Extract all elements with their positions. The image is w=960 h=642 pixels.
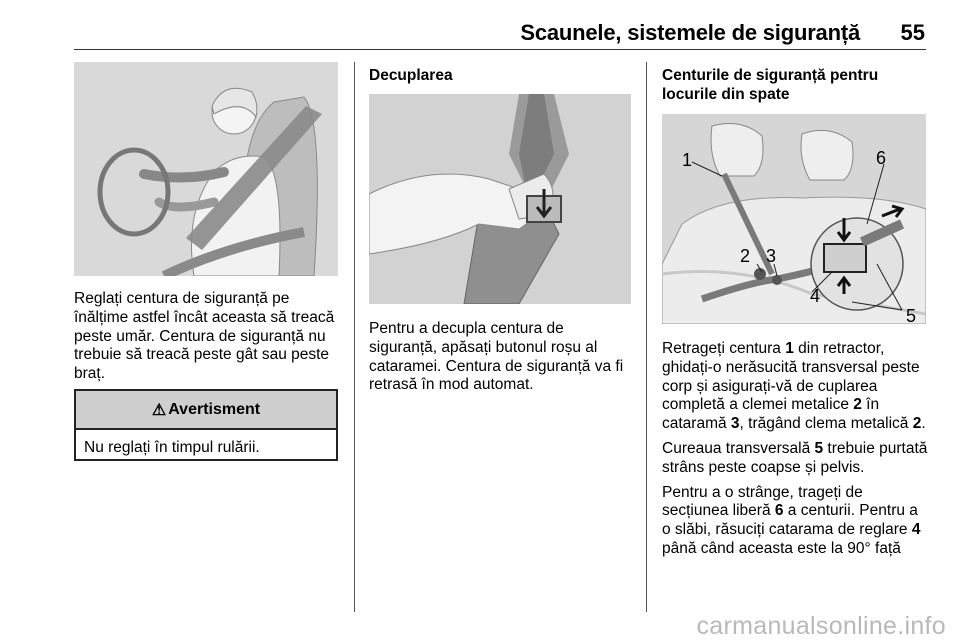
rear-belts-paragraph-2 xyxy=(662,440,928,478)
figure-belt-height-adjust xyxy=(74,62,338,276)
rear-belts-text xyxy=(662,340,928,565)
watermark: carmanualsonline.info xyxy=(696,612,946,640)
rear-belts-paragraph-1 xyxy=(662,340,928,434)
header-divider xyxy=(74,49,926,50)
decuplare-paragraph: Pentru a decupla centura de siguranță, apăsați butonul roșu al cataramei. Centura de siguranță va fi retrasă în mod automat. xyxy=(369,320,624,394)
belt-height-paragraph: Reglați centura de siguranță pe înălțime astfel încât aceasta să treacă peste umăr. Centura de siguranță nu trebuie să treacă peste gât sau peste braț. xyxy=(74,290,335,383)
ref-number: 4 xyxy=(911,521,921,539)
figure-label-2: 2 xyxy=(740,246,751,266)
page-number: 55 xyxy=(900,20,925,45)
warning-text: Nu reglați în timpul rulării. xyxy=(84,439,260,456)
warning-header xyxy=(76,391,336,430)
text-run: , trăgând clema metalică xyxy=(739,415,913,433)
section-heading-decuplarea: Decuplarea xyxy=(369,67,453,84)
text-run: . xyxy=(921,415,926,433)
text-run: Pentru a o strânge, trageți de secțiunea liberă xyxy=(662,483,863,520)
figure-label-3: 3 xyxy=(766,246,777,266)
ref-number: 5 xyxy=(814,439,824,457)
ref-number: 2 xyxy=(912,415,922,433)
text-run: din retractor, ghidați-o nerăsucită transversal peste corp și asigurați-vă de cuplarea completă a clemei metalice xyxy=(662,340,920,414)
warning-box xyxy=(74,389,338,461)
text-run: în cataramă xyxy=(662,396,880,433)
figure-label-6: 6 xyxy=(876,148,887,168)
figure-buckle-release xyxy=(369,94,631,304)
figure-label-4: 4 xyxy=(810,286,821,306)
figure-label-5: 5 xyxy=(906,306,917,324)
ref-number: 3 xyxy=(730,415,740,433)
text-run: a centurii. Pentru a o slăbi, răsuciți catarama de reglare xyxy=(662,502,918,539)
column-divider-1 xyxy=(354,62,355,612)
section-heading-rear-belts: Centurile de siguranță pentru locurile din spate xyxy=(662,67,879,103)
warning-title: Avertisment xyxy=(168,400,261,418)
figure-rear-seat-belts xyxy=(662,114,926,324)
text-run: trebuie purtată strâns peste coapse și pelvis. xyxy=(662,439,928,476)
ref-number: 2 xyxy=(853,396,862,414)
text-run: Cureaua transversală xyxy=(662,439,815,457)
column-divider-2 xyxy=(646,62,647,612)
ref-number: 6 xyxy=(774,502,784,520)
ref-number: 1 xyxy=(785,340,794,357)
rear-belts-paragraph-3 xyxy=(662,484,928,559)
page-title: Scaunele, sistemele de siguranță xyxy=(520,20,860,45)
warning-triangle-icon: ⚠ xyxy=(151,401,167,419)
text-run: Retrageți centura xyxy=(662,340,786,357)
text-run: până când aceasta este la 90° față xyxy=(662,539,901,557)
figure-label-1: 1 xyxy=(682,150,693,170)
